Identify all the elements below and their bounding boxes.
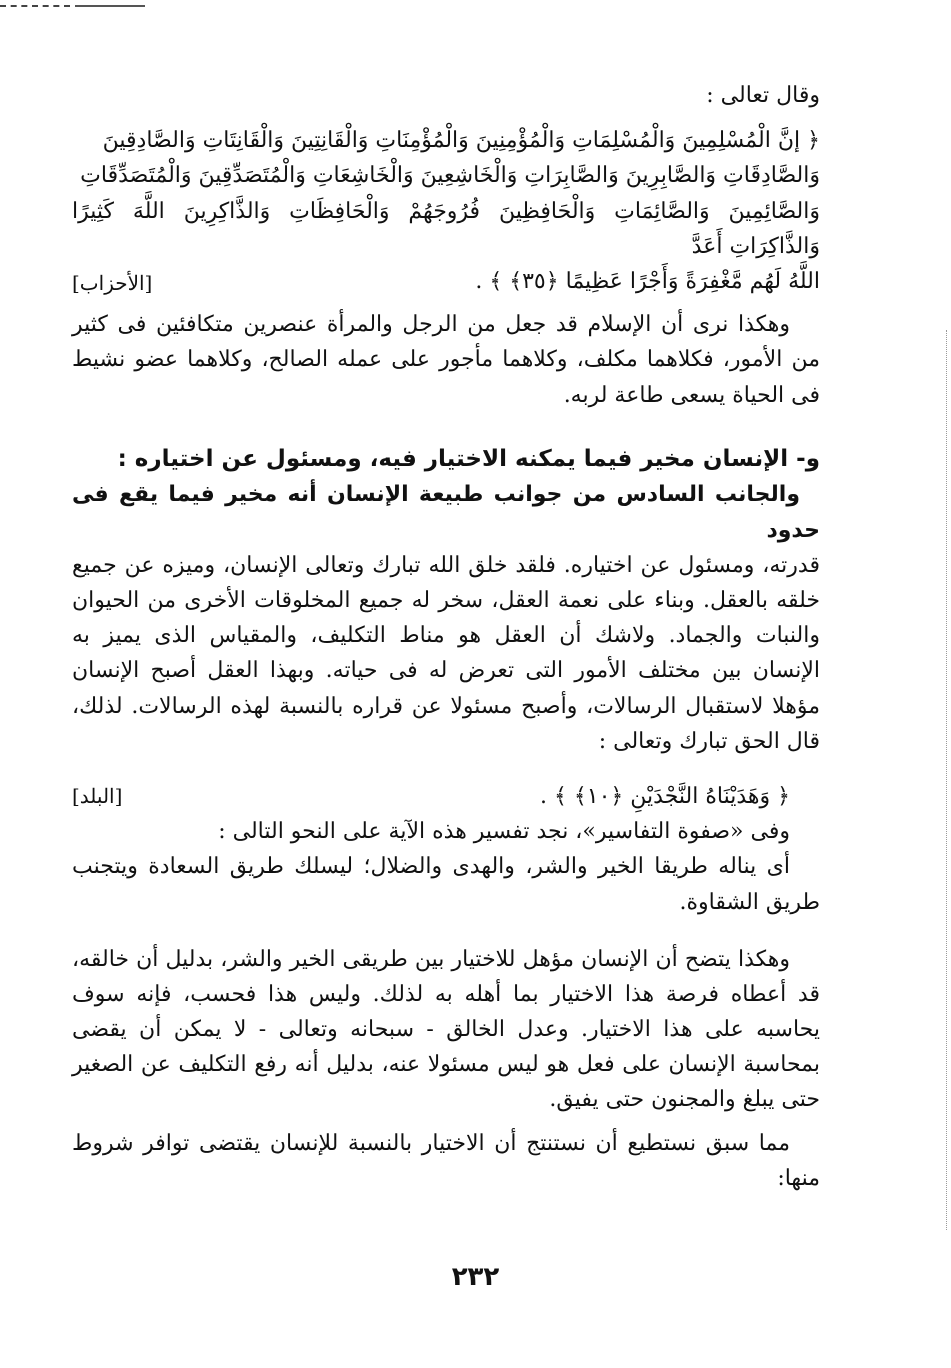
verse-line: وَالصَّادِقَاتِ وَالصَّابِرِينَ وَالصَّابِرَاتِ وَالْخَاشِعِينَ وَالْخَاشِعَاتِ وَالْمُتَصَدِّقِينَ وَالْمُتَصَدِّقَاتِ: [80, 163, 820, 189]
surah-reference: [البلد]: [72, 784, 123, 809]
page-edge-line: [946, 330, 947, 1230]
top-dashed-rule: [0, 5, 70, 7]
tafsir-text: أى يناله طريقا الخير والشر، والهدى والضلال؛ ليسلك طريق السعادة ويتجنب طريق الشقاوة.: [72, 854, 820, 915]
paragraph: قدرته، ومسئول عن اختياره. فلقد خلق الله تبارك وتعالى الإنسان، وميزه عن جميع خلقه بالعقل. وبناء على نعمة العقل، سخر له جميع المخلوقات الأخرى من الحيوان والنبات والجماد. ولاشك أن العقل هو مناط التكليف، والمقياس الذى يميز به الإنسان بين مختلف الأمور التى تعرض له فى حياته. وبهذا العقل أصبح الإنسان مؤهلا لاستقبال الرسالات، وأصبح مسئولا عن قراره بالنسبة لهذه الرسالات. لذلك، قال الحق تبارك وتعالى :: [72, 552, 820, 754]
surah-reference: [الأحزاب]: [72, 271, 153, 296]
section-heading: و- الإنسان مخير فيما يمكنه الاختيار فيه، ومسئول عن اختياره :: [117, 445, 820, 472]
verse-last-line: [72, 264, 820, 299]
verse-line: ﴿ إنَّ الْمُسْلِمِينَ وَالْمُسْلِمَاتِ وَالْمُؤْمِنِينَ وَالْمُؤْمِنَاتِ وَالْقَانِتِينَ وَالْقَانِتَاتِ وَالصَّادِقِينَ: [102, 128, 820, 154]
tafsir-intro: وفى «صفوة التفاسير»، نجد تفسير هذه الآية على النحو التالى :: [218, 819, 790, 845]
verse-line: وَالصَّائِمِينَ وَالصَّائِمَاتِ وَالْحَافِظِينَ فُرُوجَهُمْ وَالْحَافِظَاتِ وَالذَّاكِرِينَ اللَّهَ كَثِيرًا وَالذَّاكِرَاتِ أَعَدَّ: [72, 198, 820, 259]
verse-intro: وقال تعالى :: [706, 83, 820, 108]
page-body: [72, 78, 820, 1196]
paragraph: وهكذا نرى أن الإسلام قد جعل من الرجل والمرأة عنصرين متكافئين فى كثير من الأمور، فكلاهما مكلف، وكلاهما مأجور على عمله الصالح، وكلاهما عضو نشيط فى الحياة يسعى طاعة لربه.: [72, 312, 820, 408]
top-solid-rule: [75, 5, 145, 7]
paragraph: مما سبق نستطيع أن نستنتج أن الاختيار بالنسبة للإنسان يقتضى توافر شروط منها:: [72, 1130, 820, 1191]
verse-block: [72, 779, 820, 814]
page-number: ٢٣٢: [451, 1262, 500, 1292]
verse-line: اللَّهُ لَهُم مَّغْفِرَةً وَأَجْرًا عَظِيمًا ﴿٣٥﴾ ﴾ .: [475, 268, 820, 294]
verse-text: ﴿ وَهَدَيْنَاهُ النَّجْدَيْنِ ﴿١٠﴾ ﴾ .: [539, 783, 790, 809]
paragraph: وهكذا يتضح أن الإنسان مؤهل للاختيار بين طريقى الخير والشر، بدليل أن خالقه، قد أعطاه فرصة هذا الاختيار بما أهله به لذلك. وليس هذا فحسب، فإنه سوف يحاسبه على هذا الاختيار. وعدل الخالق - سبحانه وتعالى - لا يمكن أن يقضى بمحاسبة الإنسان على فعل هو ليس مسئولا عنه، بدليل أنه رفع التكليف عن الصغير حتى يبلغ والمجنون حتى يفيق.: [72, 946, 820, 1113]
section-lead: والجانب السادس من جوانب طبيعة الإنسان أنه مخير فيما يقع فى حدود: [72, 482, 820, 543]
